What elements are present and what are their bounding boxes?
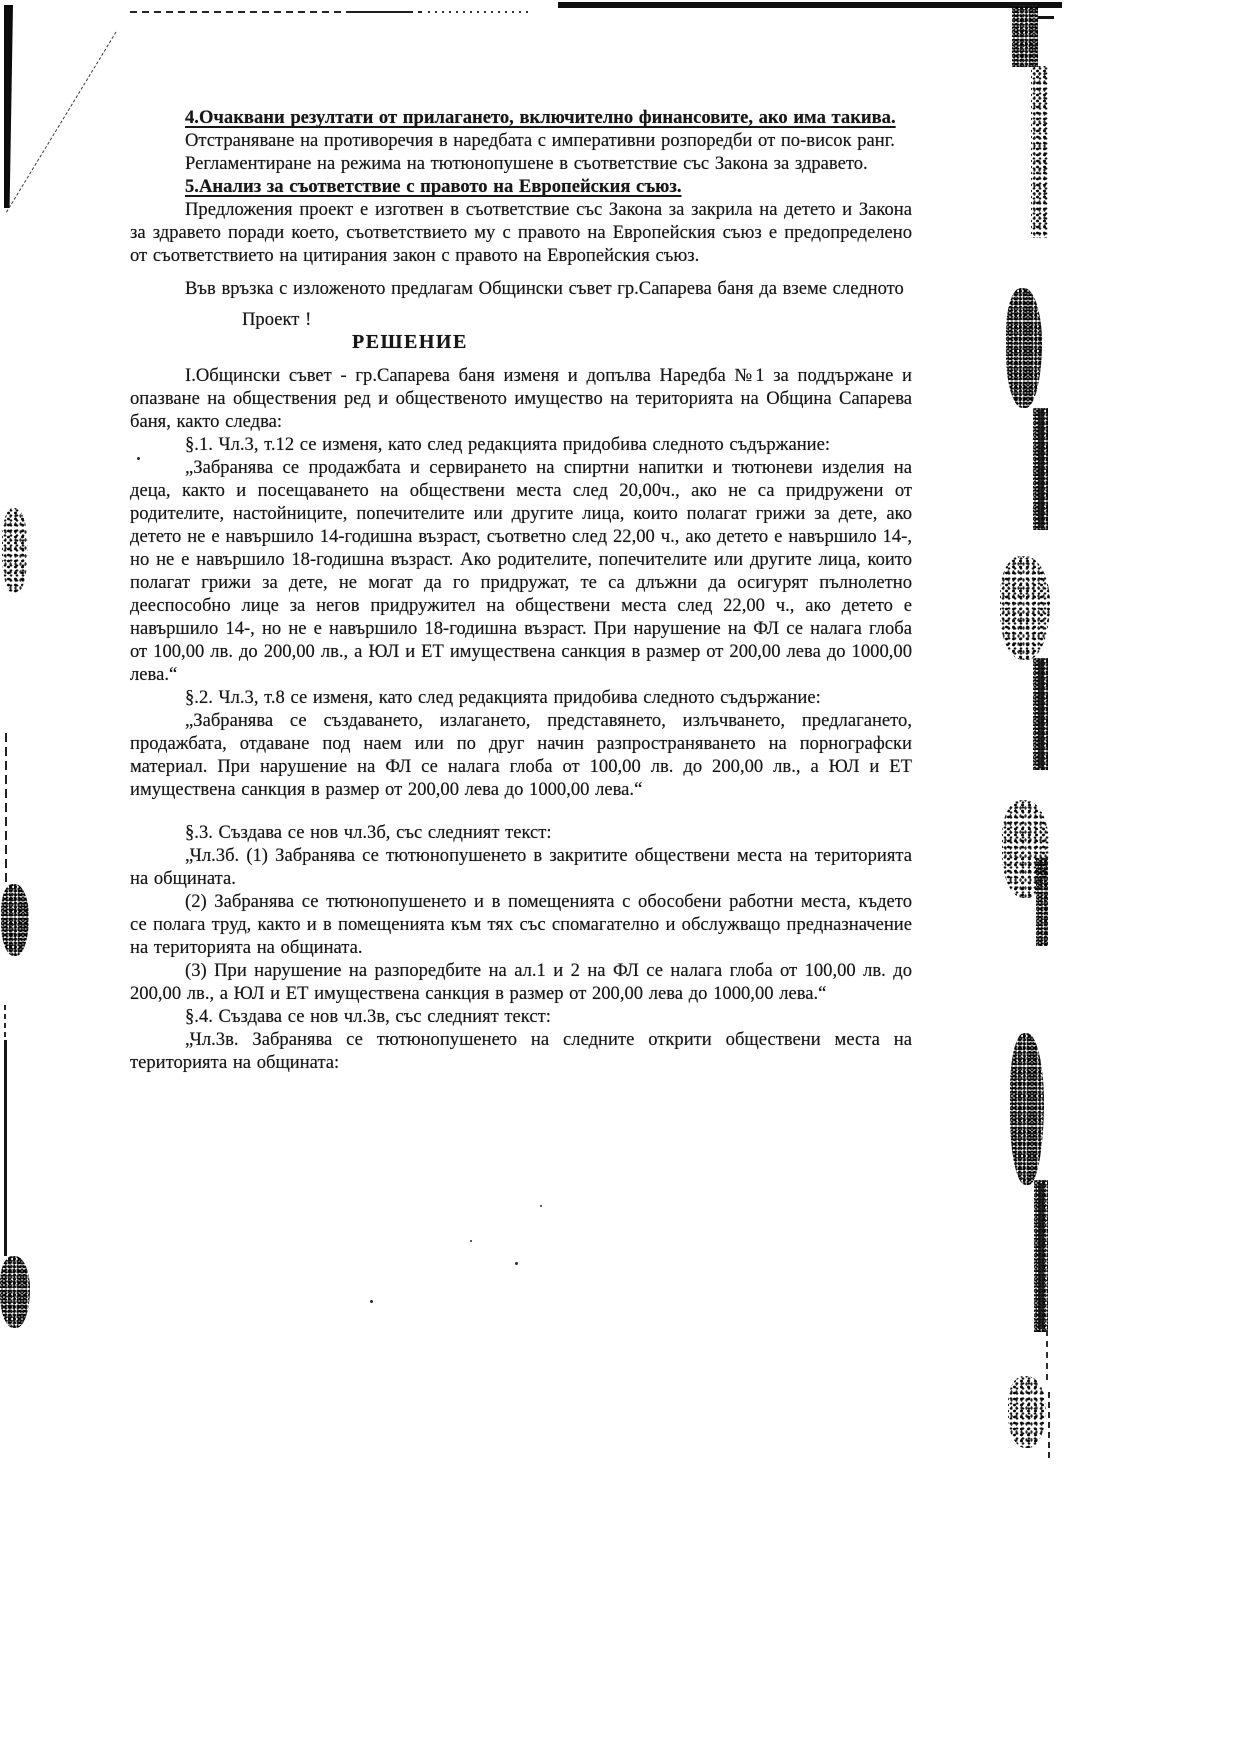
- scan-speck: [470, 1240, 472, 1242]
- scan-artifact-right-dash: [1038, 16, 1054, 19]
- document-body: [130, 106, 912, 1074]
- scan-artifact-right-noise-strip: [1012, 5, 1038, 67]
- paragraph-s1-lead: §.1. Чл.3, т.12 се изменя, като след редакцията придобива следното съдържание:: [185, 434, 831, 455]
- paragraph-s3-al3: (3) При нарушение на разпоредбите на ал.1 и 2 на ФЛ се налага глоба от 100,00 лв. до 200,00 лв., а ЮЛ и ЕТ имуществена санкция в размер от 200,00 лева до 1000,00 лева.“: [130, 960, 912, 1004]
- paragraph-s3-al2: (2) Забранява се тютюнопушенето и в помещенията с обособени работни места, където се полага труд, както и в помещенията към тях със спомагателно и обслужващо предназначение на територията на общината.: [130, 891, 912, 958]
- scan-artifact-right-noise-strip: [1002, 800, 1049, 898]
- scan-speck: [540, 1205, 542, 1207]
- scan-artifact-right-noise-strip: [1010, 1033, 1044, 1185]
- scan-artifact-right-noise-strip: [1034, 1180, 1048, 1332]
- scan-artifact-left-solid-line: [4, 1040, 7, 1256]
- paragraph-proposal: Във връзка с изложеното предлагам Общински съвет гр.Сапарева баня да вземе следното: [185, 278, 904, 299]
- scan-artifact-left-dotted-line: [4, 1005, 6, 1043]
- scan-speck: [370, 1300, 373, 1303]
- scan-artifact-right-noise-strip: [1031, 66, 1048, 238]
- scan-artifact-left-dotted-line: [5, 733, 7, 883]
- paragraph-s4-body: „Чл.3в. Забранява се тютюнопушенето на следните открити обществени места на територията на общината:: [130, 1029, 912, 1073]
- scan-artifact-top-line-segment: [350, 11, 412, 13]
- scan-artifact-right-noise-strip: [1036, 858, 1048, 946]
- paragraph-eu-compliance: Предложения проект е изготвен в съответствие със Закона за закрила на детето и Закона за здравето поради което, съответствието му с правото на Европейския съюз е предопределено от съответствието на цитирания закон с правото на Европейския съюз.: [130, 199, 912, 266]
- scan-artifact-right-noise-strip: [1000, 556, 1050, 660]
- scan-artifact-right-dashed-line: [1048, 1392, 1050, 1458]
- scan-artifact-right-noise-strip: [1006, 288, 1042, 408]
- scan-artifact-left-noise-blob: [2, 508, 28, 594]
- scan-artifact-right-noise-strip: [1033, 658, 1048, 770]
- scan-artifact-right-noise-strip: [1008, 1376, 1046, 1448]
- scan-speck: [515, 1262, 518, 1265]
- paragraph-results-1: Отстраняване на противоречия в наредбата с императивни розпоредби от по-висок ранг.: [185, 130, 895, 151]
- paragraph-results-2: Регламентиране на режима на тютюнопушене в съответствие със Закона за здравето.: [185, 153, 868, 174]
- paragraph-s2-body: „Забранява се създаването, излагането, представянето, излъчването, предлагането, продажбата, отдаване под наем или по друг начин разпространяването на порнографски материал. При нарушение на ФЛ се налага глоба от 100,00 лв. до 200,00 лв., а ЮЛ и ЕТ имуществена санкция в размер от 200,00 лева до 1000,00 лева.“: [130, 710, 912, 800]
- paragraph-s2-lead: §.2. Чл.3, т.8 се изменя, като след редакцията придобива следното съдържание:: [185, 687, 821, 708]
- scan-artifact-top-dotted-line: [428, 11, 528, 13]
- paragraph-s3-lead: §.3. Създава се нов чл.3б, със следният текст:: [185, 822, 552, 843]
- paragraph-s3-al1: „Чл.3б. (1) Забранява се тютюнопушенето в закритите обществени места на територията на общината.: [130, 845, 912, 889]
- heading-eu-compliance: 5.Анализ за съответствие с правото на Европейския съюз.: [185, 176, 682, 197]
- scan-artifact-left-noise-blob: [0, 1256, 30, 1328]
- draft-label: Проект !: [242, 309, 312, 330]
- heading-expected-results: 4.Очаквани резултати от прилагането, включително финансовите, ако има такива.: [185, 107, 896, 128]
- scan-artifact-fold-crease-line: [6, 32, 116, 213]
- scan-artifact-left-black-bar: [4, 5, 13, 208]
- paragraph-s4-lead: §.4. Създава се нов чл.3в, със следният текст:: [185, 1006, 551, 1027]
- scan-artifact-top-dashed-line: [130, 11, 422, 13]
- scan-artifact-right-noise-strip: [1033, 408, 1048, 530]
- decision-title: РЕШЕНИЕ: [352, 331, 468, 353]
- paragraph-s1-body: „Забранява се продажбата и сервирането на спиртни напитки и тютюневи изделия на деца, както и посещаването на обществени места след 20,00ч., ако не са придружени от родителите, настойниците, попечителите или другите лица, които полагат грижи за дете, ако детето не е навършило 14-годишна възраст, съответно след 22,00 ч., ако детето е навършило 14-, но не е навършило 18-годишна възраст. Ако родителите, попечителите или другите лица, които полагат грижи за дете, не могат да го придружат, те са длъжни да осигурят пълнолетно дееспособно лице за негов придружител на обществени места след 22,00 ч., ако детето е навършило 14-, но не е навършило 18-годишна възраст. При нарушение на ФЛ се налага глоба от 100,00 лв. до 200,00 лв., а ЮЛ и ЕТ имуществена санкция в размер от 200,00 лева до 1000,00 лева.“: [130, 457, 912, 685]
- paragraph-council-intro: I.Общински съвет - гр.Сапарева баня изменя и допълва Наредба №1 за поддържане и опазване на обществения ред и общественото имущество на територията на Община Сапарева баня, както следва:: [130, 365, 912, 432]
- scan-artifact-left-noise-blob: [1, 884, 29, 956]
- scan-artifact-top-black-bar: [558, 2, 1062, 8]
- scan-artifact-right-dotted-line: [1046, 1330, 1048, 1380]
